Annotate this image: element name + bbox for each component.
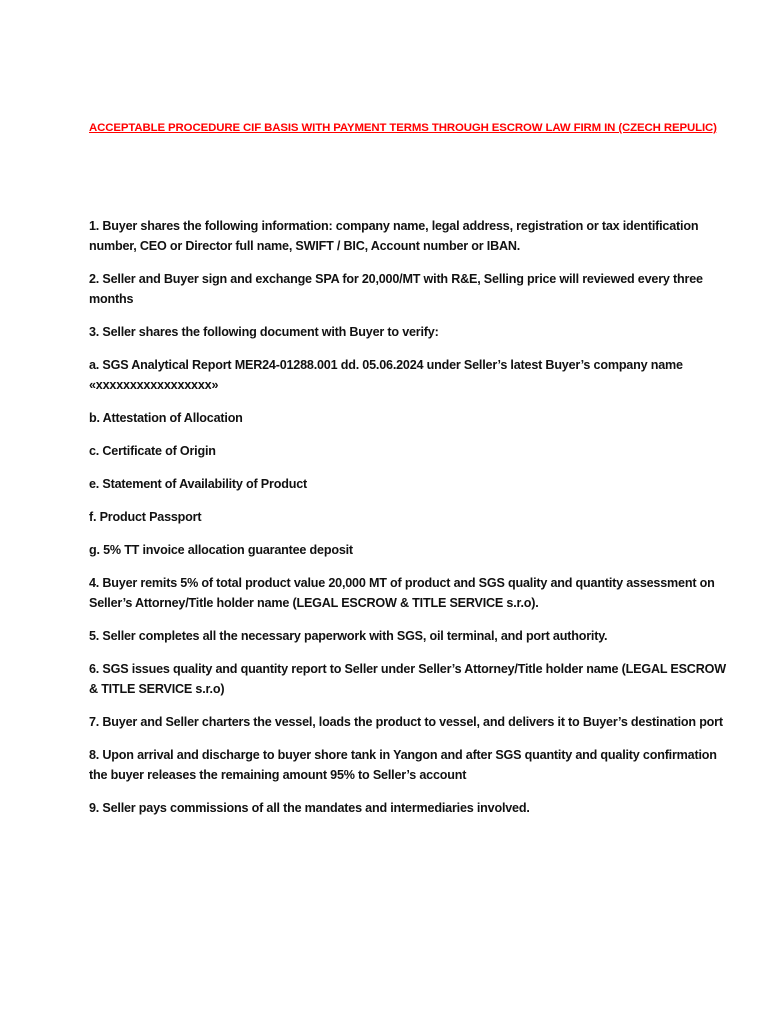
text-line: a. SGS Analytical Report MER24-01288.001 dd. 05.06.2024 under Seller’s latest Buyer’s company name xyxy=(89,358,683,372)
procedure-step-9 xyxy=(89,798,729,818)
procedure-step-7 xyxy=(89,712,729,732)
text-line: 2. Seller and Buyer sign and exchange SPA for 20,000/MT with R&E, Selling price will reviewed every three xyxy=(89,272,703,286)
procedure-step-8 xyxy=(89,745,729,785)
procedure-step-3 xyxy=(89,322,729,342)
procedure-step-1 xyxy=(89,216,729,256)
text-line: 6. SGS issues quality and quantity report to Seller under Seller’s Attorney/Title holder name (LEGAL ESCROW xyxy=(89,662,726,676)
text-line: 8. Upon arrival and discharge to buyer shore tank in Yangon and after SGS quantity and quality confirmation xyxy=(89,748,717,762)
text-line: «xxxxxxxxxxxxxxxxx» xyxy=(89,378,219,392)
document-item-f xyxy=(89,507,729,527)
document-item-c xyxy=(89,441,729,461)
document-heading: ACCEPTABLE PROCEDURE CIF BASIS WITH PAYMENT TERMS THROUGH ESCROW LAW FIRM IN (CZECH REPULIC) xyxy=(89,122,717,134)
text-line: c. Certificate of Origin xyxy=(89,444,216,458)
text-line: b. Attestation of Allocation xyxy=(89,411,243,425)
procedure-list xyxy=(89,216,729,831)
procedure-step-2 xyxy=(89,269,729,309)
text-line: e. Statement of Availability of Product xyxy=(89,477,307,491)
text-line: & TITLE SERVICE s.r.o) xyxy=(89,682,225,696)
text-line: months xyxy=(89,292,134,306)
text-line: 4. Buyer remits 5% of total product value 20,000 MT of product and SGS quality and quantity assessment on xyxy=(89,576,715,590)
text-line: Seller’s Attorney/Title holder name (LEGAL ESCROW & TITLE SERVICE s.r.o). xyxy=(89,596,539,610)
document-item-a xyxy=(89,355,729,395)
procedure-step-4 xyxy=(89,573,729,613)
text-line: number, CEO or Director full name, SWIFT / BIC, Account number or IBAN. xyxy=(89,239,521,253)
text-line: the buyer releases the remaining amount 95% to Seller’s account xyxy=(89,768,467,782)
procedure-step-5 xyxy=(89,626,729,646)
procedure-step-6 xyxy=(89,659,729,699)
document-item-e xyxy=(89,474,729,494)
text-line: 9. Seller pays commissions of all the mandates and intermediaries involved. xyxy=(89,801,530,815)
text-line: 7. Buyer and Seller charters the vessel, loads the product to vessel, and delivers it to Buyer’s destination port xyxy=(89,715,723,729)
text-line: 5. Seller completes all the necessary paperwork with SGS, oil terminal, and port authority. xyxy=(89,629,608,643)
document-item-b xyxy=(89,408,729,428)
text-line: f. Product Passport xyxy=(89,510,202,524)
text-line: 3. Seller shares the following document with Buyer to verify: xyxy=(89,325,439,339)
text-line: 1. Buyer shares the following information: company name, legal address, registration or tax identification xyxy=(89,219,699,233)
text-line: g. 5% TT invoice allocation guarantee deposit xyxy=(89,543,353,557)
document-item-g xyxy=(89,540,729,560)
